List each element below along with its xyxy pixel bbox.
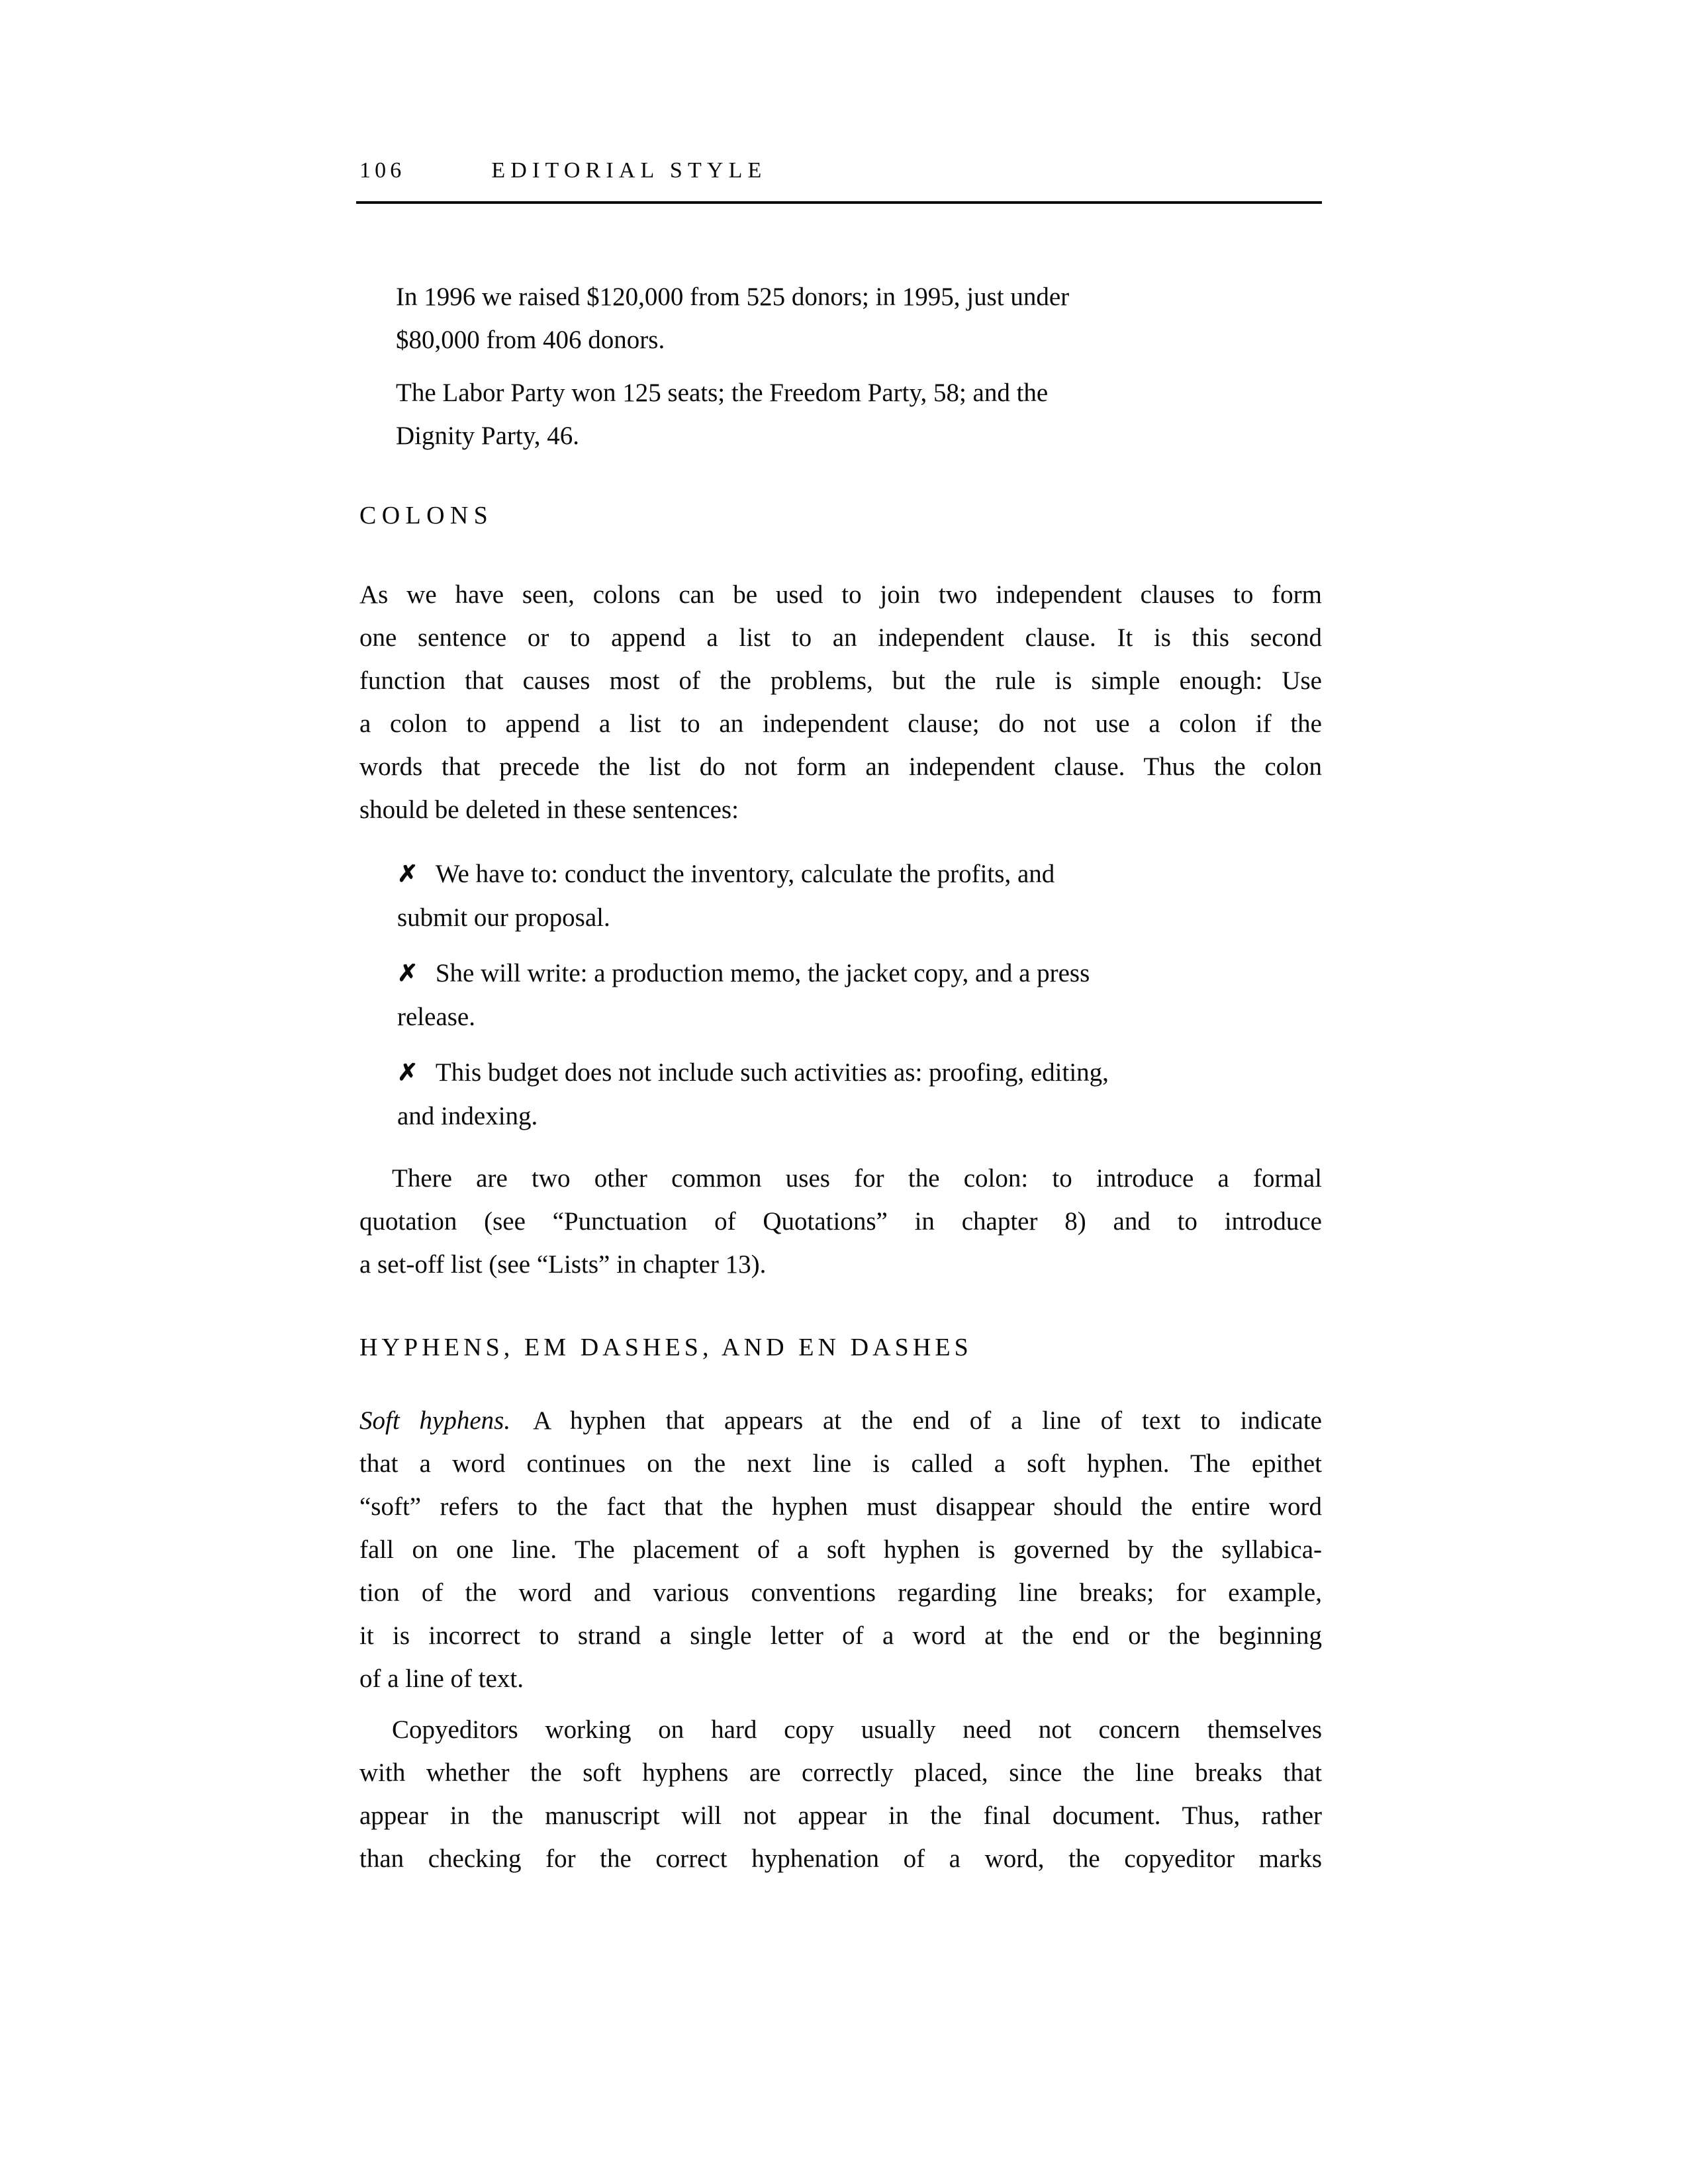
text-line: should be deleted in these sentences: (359, 796, 739, 824)
text-line: As we have seen, colons can be used to join two independent clauses to form (359, 580, 1322, 609)
wrong-example-text: She will write: a production memo, the jacket copy, and a press (435, 959, 1090, 987)
section-heading-colons: COLONS (359, 502, 494, 529)
running-head-title: EDITORIAL STYLE (491, 158, 767, 183)
header-rule (356, 201, 1322, 204)
text-line: a set-off list (see “Lists” in chapter 13). (359, 1250, 767, 1279)
text-line: it is incorrect to strand a single letter of a word at the end or the beginning (359, 1621, 1322, 1650)
text-line: Copyeditors working on hard copy usually need not concern themselves (392, 1715, 1322, 1744)
text-line (359, 1399, 1322, 1442)
text-line: $80,000 from 406 donors. (396, 326, 665, 354)
text-line (397, 952, 1322, 995)
text-line: appear in the manuscript will not appear in the final document. Thus, rather (359, 1801, 1322, 1830)
wrong-example-text: This budget does not include such activities as: proofing, editing, (435, 1058, 1109, 1087)
text-line: Dignity Party, 46. (396, 422, 579, 450)
wrong-example-item (359, 952, 1322, 1038)
text-line: fall on one line. The placement of a soft hyphen is governed by the syllabica- (359, 1535, 1322, 1564)
ballot-x-icon: ✗ (397, 960, 418, 987)
text-line: of a line of text. (359, 1664, 524, 1693)
paragraph-colon-other-uses (359, 1157, 1322, 1286)
text-line: submit our proposal. (397, 903, 610, 932)
wrong-example-item (359, 1051, 1322, 1138)
text-line: The Labor Party won 125 seats; the Freedom Party, 58; and the (396, 379, 1049, 407)
example-block-parties (359, 371, 1322, 457)
text-line: quotation (see “Punctuation of Quotations” in chapter 8) and to introduce (359, 1207, 1322, 1236)
text-line: In 1996 we raised $120,000 from 525 donors; in 1995, just under (396, 283, 1070, 311)
text-line: that a word continues on the next line is called a soft hyphen. The epithet (359, 1449, 1322, 1478)
text-line: and indexing. (397, 1102, 538, 1130)
ballot-x-icon: ✗ (397, 1060, 418, 1086)
text-line: one sentence or to append a list to an independent clause. It is this second (359, 623, 1322, 652)
text-line: “soft” refers to the fact that the hyphen must disappear should the entire word (359, 1492, 1322, 1521)
wrong-example-text: We have to: conduct the inventory, calculate the profits, and (435, 860, 1055, 888)
running-header (359, 159, 1322, 183)
text-line: a colon to append a list to an independent clause; do not use a colon if the (359, 709, 1322, 738)
soft-hyphens-text: A hyphen that appears at the end of a line of text to indicate (533, 1406, 1322, 1435)
text-line (397, 852, 1322, 896)
text-line: than checking for the correct hyphenation of a word, the copyeditor marks (359, 1844, 1322, 1873)
paragraph-soft-hyphens (359, 1399, 1322, 1700)
text-line (397, 1051, 1322, 1095)
page-number: 106 (359, 158, 406, 183)
ballot-x-icon: ✗ (397, 861, 418, 887)
text-line: function that causes most of the problems, but the rule is simple enough: Use (359, 666, 1322, 695)
run-in-heading-soft-hyphens: Soft hyphens. (359, 1406, 511, 1435)
text-line: There are two other common uses for the colon: to introduce a formal (392, 1164, 1322, 1193)
text-line: release. (397, 1003, 475, 1031)
example-block-donors (359, 275, 1322, 361)
text-line: tion of the word and various conventions regarding line breaks; for example, (359, 1578, 1322, 1607)
text-line: with whether the soft hyphens are correctly placed, since the line breaks that (359, 1758, 1322, 1787)
text-line: words that precede the list do not form an independent clause. Thus the colon (359, 752, 1322, 781)
section-heading-hyphens: HYPHENS, EM DASHES, AND EN DASHES (359, 1334, 972, 1361)
wrong-example-item (359, 852, 1322, 939)
paragraph-colons-intro (359, 573, 1322, 831)
paragraph-copyeditors-hard-copy (359, 1708, 1322, 1880)
